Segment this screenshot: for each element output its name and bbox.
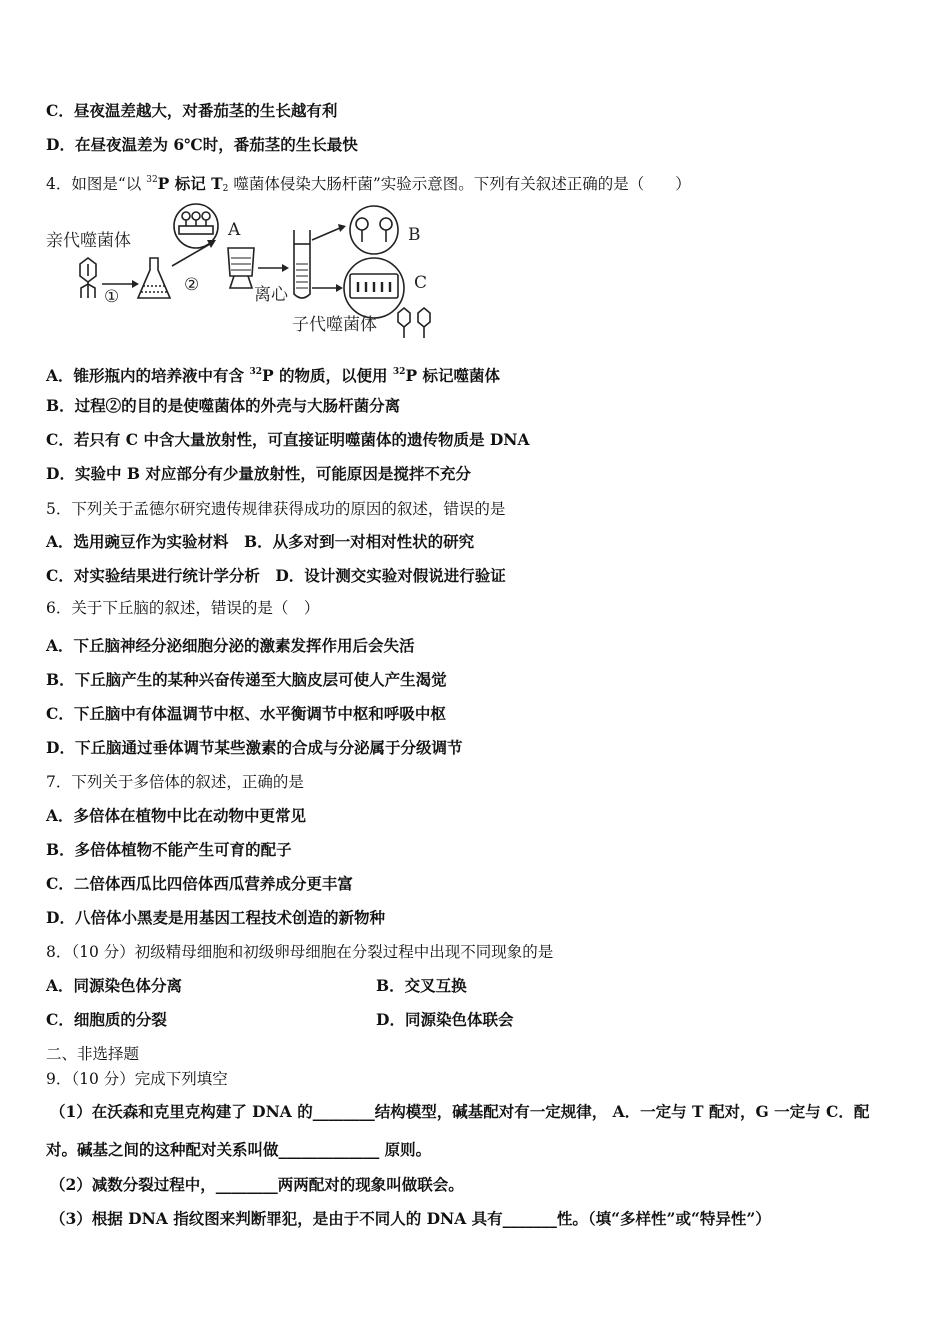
q3-option-c: C．昼夜温差越大，对番茄茎的生长越有利	[46, 101, 338, 120]
q7-option-a: A．多倍体在植物中比在动物中更常见	[46, 806, 307, 825]
label-a: A	[228, 220, 241, 240]
q7-stem: 7．下列关于多倍体的叙述，正确的是	[46, 773, 304, 791]
flask-icon	[138, 258, 170, 298]
q4-option-c: C．若只有 C 中含大量放射性，可直接证明噬菌体的遗传物质是 DNA	[46, 430, 530, 449]
q8-option-c: C．细胞质的分裂	[46, 1010, 167, 1029]
step-1-label: ①	[104, 287, 120, 307]
offspring-phage-icon	[398, 308, 430, 338]
parent-phage-icon	[80, 258, 96, 298]
supernatant-circle-b	[350, 206, 398, 254]
label-c: C	[414, 273, 428, 293]
q6-stem: 6．关于下丘脑的叙述，错误的是（ ）	[46, 599, 320, 617]
q3-option-d: D．在昼夜温差为 6℃时，番茄茎的生长最快	[46, 135, 358, 154]
test-tube-icon	[294, 230, 310, 298]
q4-option-d: D．实验中 B 对应部分有少量放射性，可能原因是搅拌不充分	[46, 464, 471, 483]
offspring-phage-label: 子代噬菌体	[292, 315, 377, 335]
q6-option-a: A．下丘脑神经分泌细胞分泌的激素发挥作用后会失活	[46, 636, 415, 655]
q4-option-b: B．过程②的目的是使噬菌体的外壳与大肠杆菌分离	[46, 396, 401, 415]
q6-option-d: D．下丘脑通过垂体调节某些激素的合成与分泌属于分级调节	[46, 738, 463, 757]
phage-experiment-diagram	[44, 202, 444, 342]
q9-part-3: （3）根据 DNA 指纹图来判断罪犯，是由于不同人的 DNA 具有_______性。（填“多样性”或“特异性”）	[50, 1209, 771, 1228]
q6-option-b: B．下丘脑产生的某种兴奋传递至大脑皮层可使人产生渴觉	[46, 670, 447, 689]
parent-phage-label: 亲代噬菌体	[46, 231, 131, 251]
q7-option-b: B．多倍体植物不能产生可育的配子	[46, 840, 292, 859]
q7-option-d: D．八倍体小黑麦是用基因工程技术创造的新物种	[46, 908, 385, 927]
q4-option-a: A．锥形瓶内的培养液中有含 $^{32}$P 的物质，以便用 $^{32}$P 标记噬菌体	[46, 366, 501, 385]
q9-part-1-line-1: （1）在沃森和克里克构建了 DNA 的________结构模型，碱基配对有一定规律， A．一定与 T 配对，G 一定与 C．配	[50, 1102, 870, 1121]
q7-option-c: C．二倍体西瓜比四倍体西瓜营养成分更丰富	[46, 874, 353, 893]
precipitate-circle-c	[344, 258, 404, 318]
step-2-label: ②	[184, 275, 200, 295]
section-heading: 二、非选择题	[46, 1045, 140, 1063]
q8-option-a: A．同源染色体分离	[46, 976, 183, 995]
q9-part-1-line-2: 对。碱基之间的这种配对关系叫做_____________ 原则。	[46, 1140, 432, 1159]
beaker-icon	[228, 248, 254, 288]
q5-stem: 5．下列关于孟德尔研究遗传规律获得成功的原因的叙述，错误的是	[46, 500, 506, 518]
q8-option-d: D．同源染色体联会	[376, 1010, 514, 1029]
q9-part-2: （2）减数分裂过程中，________两两配对的现象叫做联会。	[50, 1175, 464, 1194]
centrifuge-label: 离心	[254, 285, 288, 305]
q8-option-b: B．交叉互换	[376, 976, 467, 995]
q6-option-c: C．下丘脑中有体温调节中枢、水平衡调节中枢和呼吸中枢	[46, 704, 446, 723]
q5-options-cd: C．对实验结果进行统计学分析 D．设计测交实验对假说进行验证	[46, 566, 506, 585]
q4-stem: 4．如图是“以 $^{32}$P 标记 $T_2$ 噬菌体侵染大肠杆菌”实验示意图。下列有关叙述正确的是（ ）	[46, 174, 691, 194]
q9-stem: 9．（10 分）完成下列填空	[46, 1070, 228, 1088]
infection-circle	[174, 204, 218, 248]
label-b: B	[408, 225, 421, 245]
q8-stem: 8．（10 分）初级精母细胞和初级卵母细胞在分裂过程中出现不同现象的是	[46, 943, 554, 961]
q5-options-ab: A．选用豌豆作为实验材料 B．从多对到一对相对性状的研究	[46, 532, 475, 551]
